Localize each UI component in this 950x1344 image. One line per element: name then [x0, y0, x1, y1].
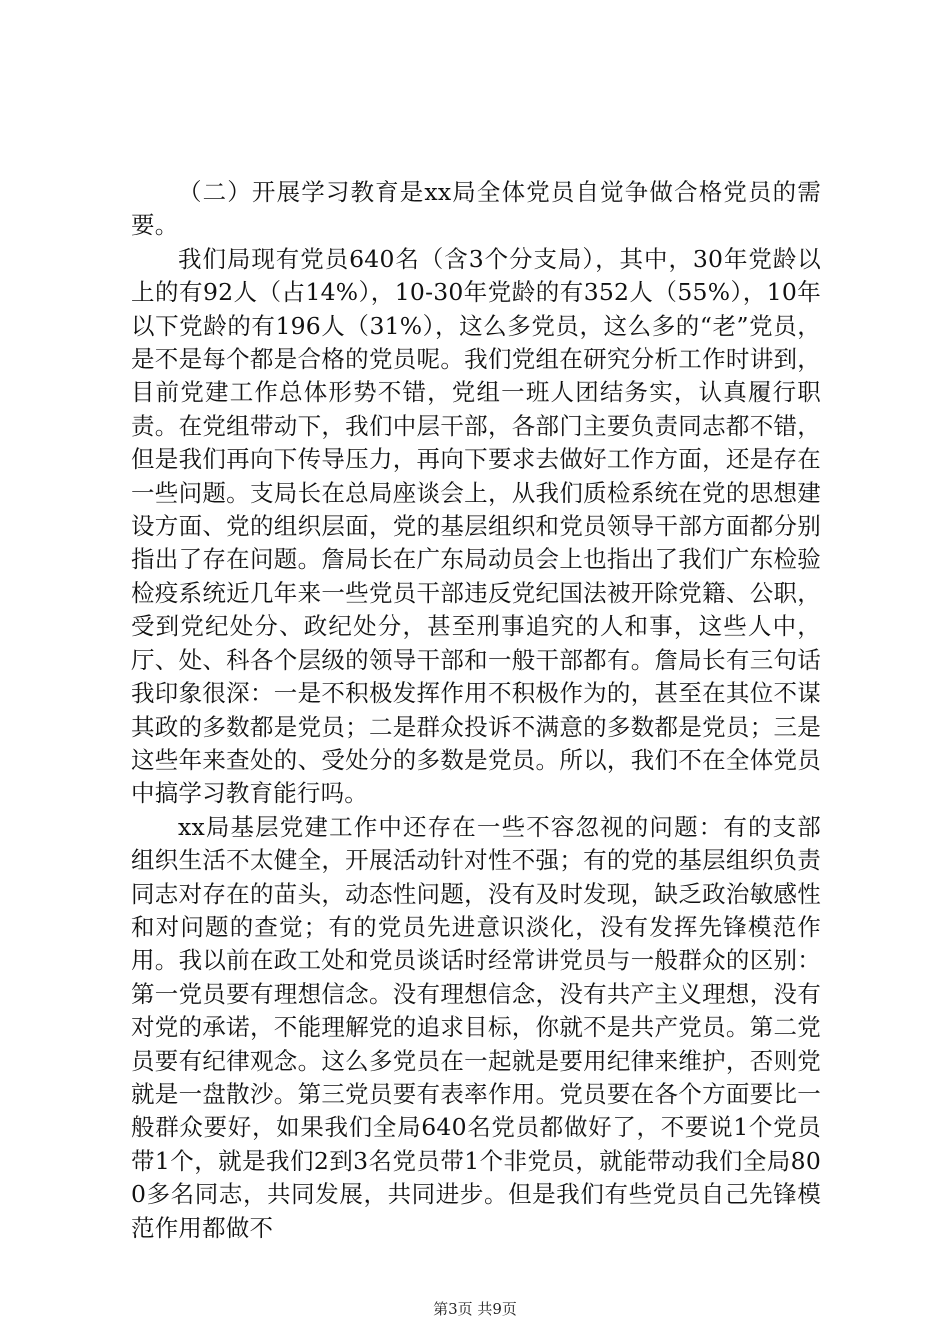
paragraph-membership-stats: 我们局现有党员640名（含3个分支局），其中，30年党龄以上的有92人（占14%），10-30年党龄的有352人（55%），10年以下党龄的有196人（31%），这么多党员，这么多的“老”党员，是不是每个都是合格的党员呢。我们党组在研究分析工作时讲到，目前党建工作总体形势不错，党组一班人团结务实，认真履行职责。在党组带动下，我们中层干部，各部门主要负责同志都不错，但是我们再向下传导压力，再向下要求去做好工作方面，还是存在一些问题。支局长在总局座谈会上，从我们质检系统在党的思想建设方面、党的组织层面，党的基层组织和党员领导干部方面都分别指出了存在问题。詹局长在广东局动员会上也指出了我们广东检验检疫系统近几年来一些党员干部违反党纪国法被开除党籍、公职，受到党纪处分、政纪处分，甚至刑事追究的人和事，这些人中，厅、处、科各个层级的领导干部和一般干部都有。詹局长有三句话我印象很深：一是不积极发挥作用不积极作为的，甚至在其位不谋其政的多数都是党员；二是群众投诉不满意的多数都是党员；三是这些年来查处的、受处分的多数是党员。所以，我们不在全体党员中搞学习教育能行吗。 [131, 244, 821, 808]
page-number-footer: 第3页 共9页 [433, 1300, 517, 1318]
paragraph-party-building-issues: xx局基层党建工作中还存在一些不容忽视的问题：有的支部组织生活不太健全，开展活动针对性不强；有的党的基层组织负责同志对存在的苗头，动态性问题，没有及时发现，缺乏政治敏感性和对问题的查觉；有的党员先进意识淡化，没有发挥先锋模范作用。我以前在政工处和党员谈话时经常讲党员与一般群众的区别：第一党员要有理想信念。没有理想信念，没有共产主义理想，没有对党的承诺，不能理解党的追求目标，你就不是共产党员。第二党员要有纪律观念。这么多党员在一起就是要用纪律来维护，否则党就是一盘散沙。第三党员要有表率作用。党员要在各个方面要比一般群众要好，如果我们全局640名党员都做好了，不要说1个党员带1个，就是我们2到3名党员带1个非党员，就能带动我们全局800多名同志，共同发展，共同进步。但是我们有些党员自己先锋模范作用都做不 [131, 812, 821, 1242]
paragraph-section-heading: （二）开展学习教育是xx局全体党员自觉争做合格党员的需要。 [131, 178, 821, 240]
document-body [131, 176, 821, 1245]
